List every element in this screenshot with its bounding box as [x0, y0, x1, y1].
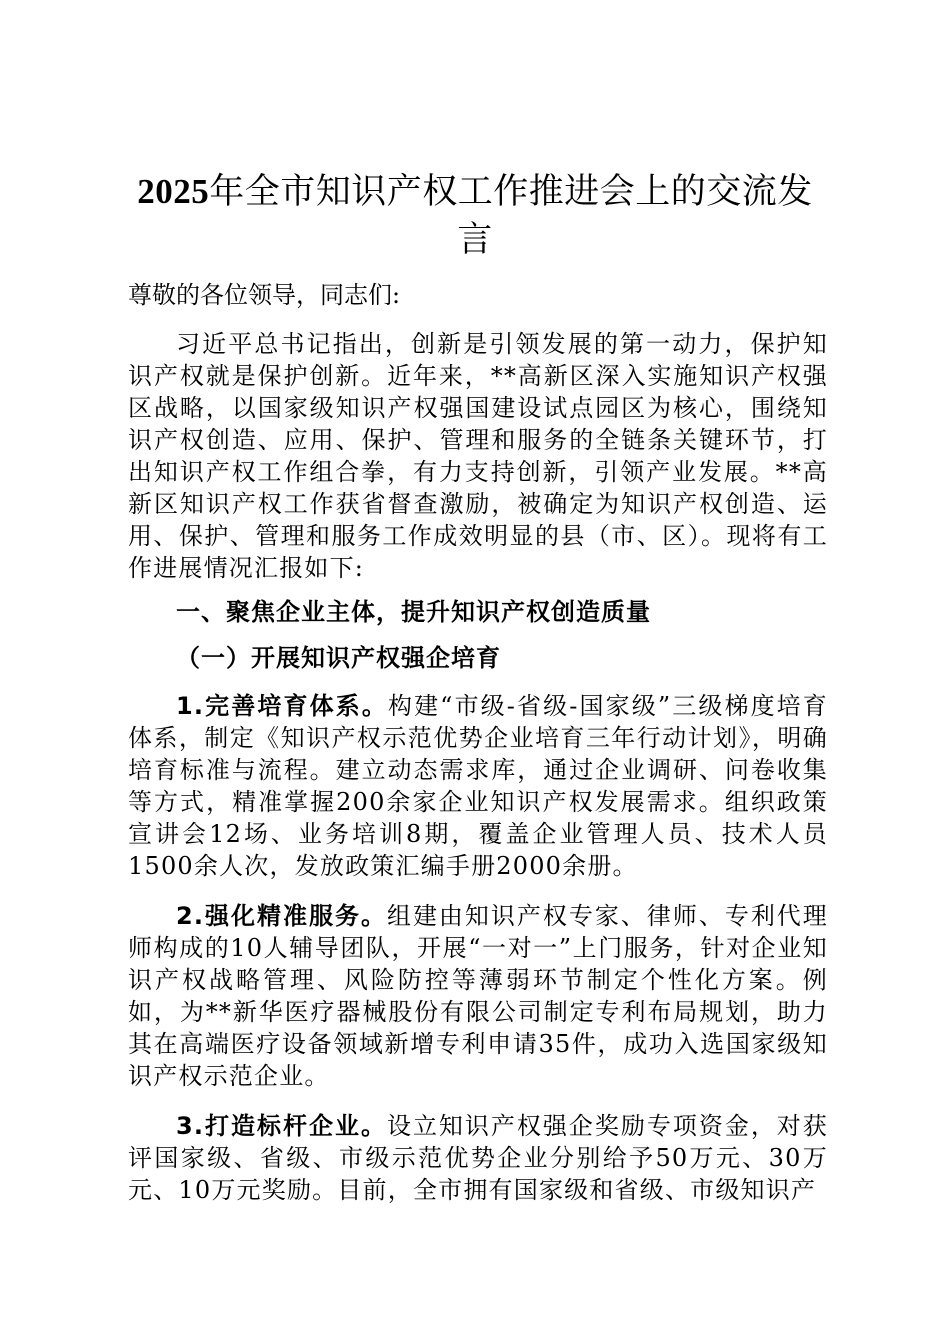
item-paragraph-2	[128, 900, 828, 1092]
item-lead-2: 2.强化精准服务。	[176, 902, 387, 930]
item-text-2: 组建由知识产权专家、律师、专利代理师构成的10人辅导团队，开展“一对一”上门服务，针对企业知识产权战略管理、风险防控等薄弱环节制定个性化方案。例如，为**新华医疗器械股份有限公司制定专利布局规划，助力其在高端医疗设备领域新增专利申请35件，成功入选国家级知识产权示范企业。	[128, 902, 828, 1090]
section-heading: 一、聚焦企业主体，提升知识产权创造质量	[176, 598, 651, 626]
item-lead-3: 3.打造标杆企业。	[176, 1112, 387, 1140]
title-year: 2025	[137, 172, 210, 211]
item-text-3: 设立知识产权强企奖励专项资金，对获评国家级、省级、市级示范优势企业分别给予50万元、30万元、10万元奖励。目前，全市拥有国家级和省级、市级知识产	[128, 1112, 828, 1204]
salutation: 尊敬的各位领导，同志们:	[128, 281, 401, 309]
title-line-2: 言	[457, 220, 493, 260]
item-paragraph-3	[128, 1110, 828, 1206]
item-text-1: 构建“市级-省级-国家级”三级梯度培育体系，制定《知识产权示范优势企业培育三年行动计划》，明确培育标准与流程。建立动态需求库，通过企业调研、问卷收集等方式，精准掌握200余家企业知识产权发展需求。组织政策宣讲会12场、业务培训8期，覆盖企业管理人员、技术人员1500余人次，发放政策汇编手册2000余册。	[128, 692, 828, 880]
document-body	[128, 279, 828, 1218]
item-lead-1: 1.完善培育体系。	[176, 692, 388, 720]
document-title	[120, 168, 830, 264]
title-line-1	[120, 168, 830, 216]
intro-paragraph: 习近平总书记指出，创新是引领发展的第一动力，保护知识产权就是保护创新。近年来，**高新区深入实施知识产权强区战略，以国家级知识产权强国建设试点园区为核心，围绕知识产权创造、应用、保护、管理和服务的全链条关键环节，打出知识产权工作组合拳，有力支持创新，引领产业发展。**高新区知识产权工作获省督查激励，被确定为知识产权创造、运用、保护、管理和服务工作成效明显的县（市、区）。现将有工作进展情况汇报如下:	[128, 330, 828, 582]
item-paragraph-1	[128, 690, 828, 882]
subsection-heading: （一）开展知识产权强企培育	[176, 644, 501, 672]
title-text: 年全市知识产权工作推进会上的交流发	[209, 172, 813, 212]
